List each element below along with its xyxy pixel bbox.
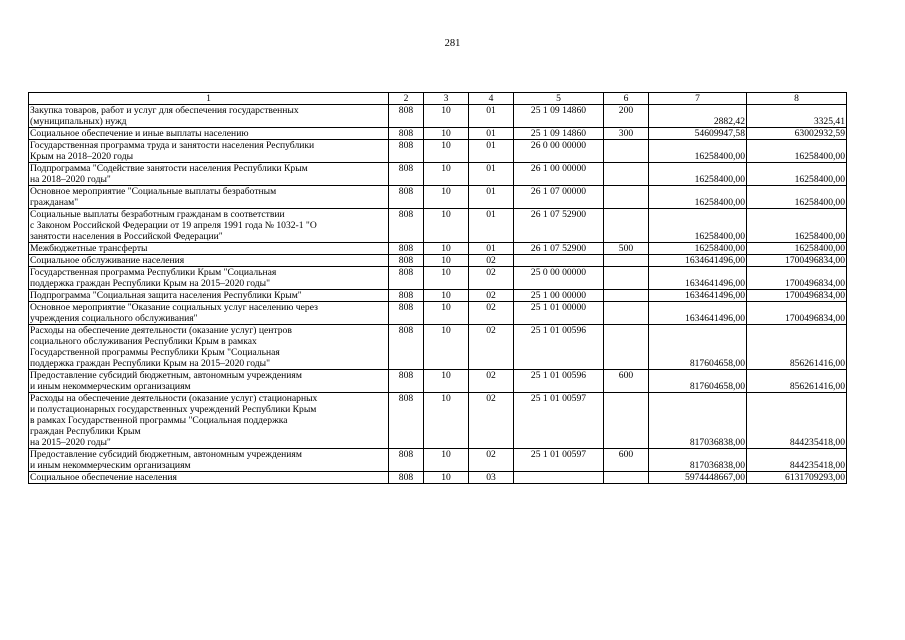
row-code-section: 10	[424, 140, 469, 163]
row-code-target: 25 1 09 14860	[514, 128, 604, 140]
row-amount-col8: 856261416,00	[747, 325, 847, 370]
row-code-target: 25 1 01 00597	[514, 393, 604, 449]
row-amount-col7: 5974448667,00	[649, 472, 747, 484]
table-row	[29, 105, 847, 128]
row-amount-col7: 1634641496,00	[649, 267, 747, 290]
table-row	[29, 209, 847, 243]
row-code-section: 10	[424, 290, 469, 302]
row-name: Государственная программа Республики Крым "Социальная поддержка граждан Республики Крым на 2015–2020 годы"	[29, 267, 389, 290]
row-name: Подпрограмма "Социальная защита населения Республики Крым"	[29, 290, 389, 302]
table-row	[29, 325, 847, 370]
row-code-subsection: 01	[469, 128, 514, 140]
table-row	[29, 393, 847, 449]
row-name: Расходы на обеспечение деятельности (оказание услуг) центров социального обслуживания Республики Крым в рамках Государственной программы Республики Крым "Социальная поддержка граждан Республики Крым на 2015–2020 годы"	[29, 325, 389, 370]
table-row	[29, 140, 847, 163]
row-code-ministry: 808	[389, 290, 424, 302]
table-row	[29, 290, 847, 302]
row-code-target: 25 1 00 00000	[514, 290, 604, 302]
row-amount-col8: 856261416,00	[747, 370, 847, 393]
table-row	[29, 243, 847, 255]
row-code-ministry: 808	[389, 255, 424, 267]
row-code-ministry: 808	[389, 140, 424, 163]
row-name: Социальное обеспечение населения	[29, 472, 389, 484]
row-amount-col7: 54609947,58	[649, 128, 747, 140]
row-amount-col7: 817036838,00	[649, 449, 747, 472]
row-code-target: 26 1 07 52900	[514, 209, 604, 243]
row-code-expense-type	[604, 186, 649, 209]
row-code-subsection: 02	[469, 290, 514, 302]
row-code-expense-type	[604, 290, 649, 302]
row-code-section: 10	[424, 449, 469, 472]
row-amount-col8: 16258400,00	[747, 186, 847, 209]
row-amount-col8: 16258400,00	[747, 243, 847, 255]
row-code-subsection: 02	[469, 255, 514, 267]
row-code-expense-type	[604, 163, 649, 186]
row-name: Социальное обеспечение и иные выплаты населению	[29, 128, 389, 140]
budget-table	[28, 92, 847, 484]
row-code-subsection: 01	[469, 105, 514, 128]
table-row	[29, 128, 847, 140]
row-amount-col8: 16258400,00	[747, 209, 847, 243]
row-amount-col7: 16258400,00	[649, 186, 747, 209]
row-code-ministry: 808	[389, 472, 424, 484]
row-amount-col8: 16258400,00	[747, 140, 847, 163]
row-code-ministry: 808	[389, 302, 424, 325]
row-code-section: 10	[424, 370, 469, 393]
row-code-target: 26 1 07 00000	[514, 186, 604, 209]
row-code-subsection: 01	[469, 243, 514, 255]
row-name: Межбюджетные трансферты	[29, 243, 389, 255]
row-code-target: 26 1 00 00000	[514, 163, 604, 186]
row-code-target: 26 1 07 52900	[514, 243, 604, 255]
row-code-target	[514, 472, 604, 484]
row-amount-col8: 63002932,59	[747, 128, 847, 140]
row-code-section: 10	[424, 243, 469, 255]
row-code-target: 25 0 00 00000	[514, 267, 604, 290]
row-code-section: 10	[424, 325, 469, 370]
row-code-section: 10	[424, 267, 469, 290]
row-code-ministry: 808	[389, 325, 424, 370]
row-amount-col7: 1634641496,00	[649, 302, 747, 325]
row-code-expense-type: 300	[604, 128, 649, 140]
row-code-subsection: 02	[469, 267, 514, 290]
row-code-subsection: 01	[469, 140, 514, 163]
row-code-section: 10	[424, 105, 469, 128]
row-amount-col7: 16258400,00	[649, 163, 747, 186]
row-amount-col8: 3325,41	[747, 105, 847, 128]
row-code-ministry: 808	[389, 209, 424, 243]
column-header: 6	[604, 93, 649, 105]
row-amount-col8: 844235418,00	[747, 393, 847, 449]
row-code-expense-type	[604, 267, 649, 290]
row-code-subsection: 01	[469, 209, 514, 243]
table-row	[29, 255, 847, 267]
row-code-section: 10	[424, 255, 469, 267]
table-row	[29, 370, 847, 393]
row-code-expense-type	[604, 393, 649, 449]
column-header: 8	[747, 93, 847, 105]
row-code-expense-type	[604, 209, 649, 243]
table-row	[29, 302, 847, 325]
row-code-expense-type: 600	[604, 449, 649, 472]
row-name: Основное мероприятие "Социальные выплаты безработным гражданам"	[29, 186, 389, 209]
row-amount-col7: 2882,42	[649, 105, 747, 128]
row-code-expense-type	[604, 255, 649, 267]
row-code-subsection: 02	[469, 302, 514, 325]
row-code-subsection: 02	[469, 325, 514, 370]
row-code-ministry: 808	[389, 267, 424, 290]
row-amount-col8: 1700496834,00	[747, 267, 847, 290]
table-row	[29, 163, 847, 186]
row-amount-col7: 16258400,00	[649, 243, 747, 255]
table-row	[29, 472, 847, 484]
column-header: 4	[469, 93, 514, 105]
row-amount-col8: 844235418,00	[747, 449, 847, 472]
row-code-target: 25 1 01 00000	[514, 302, 604, 325]
row-code-ministry: 808	[389, 393, 424, 449]
row-code-ministry: 808	[389, 128, 424, 140]
row-code-section: 10	[424, 163, 469, 186]
row-amount-col8: 1700496834,00	[747, 290, 847, 302]
column-header: 3	[424, 93, 469, 105]
row-code-target	[514, 255, 604, 267]
row-code-target: 25 1 01 00596	[514, 370, 604, 393]
row-amount-col8: 16258400,00	[747, 163, 847, 186]
row-amount-col8: 1700496834,00	[747, 255, 847, 267]
row-name: Закупка товаров, работ и услуг для обеспечения государственных (муниципальных) нужд	[29, 105, 389, 128]
column-header: 2	[389, 93, 424, 105]
row-name: Основное мероприятие "Оказание социальных услуг населению через учреждения социального обслуживания"	[29, 302, 389, 325]
row-code-target: 26 0 00 00000	[514, 140, 604, 163]
row-code-section: 10	[424, 302, 469, 325]
row-code-ministry: 808	[389, 105, 424, 128]
row-code-expense-type: 200	[604, 105, 649, 128]
table-row	[29, 186, 847, 209]
row-code-section: 10	[424, 128, 469, 140]
row-code-subsection: 02	[469, 370, 514, 393]
row-amount-col7: 16258400,00	[649, 140, 747, 163]
row-code-section: 10	[424, 393, 469, 449]
row-code-subsection: 02	[469, 393, 514, 449]
row-amount-col7: 817604658,00	[649, 370, 747, 393]
row-code-ministry: 808	[389, 186, 424, 209]
table-row	[29, 449, 847, 472]
row-code-section: 10	[424, 472, 469, 484]
row-code-subsection: 01	[469, 163, 514, 186]
row-code-subsection: 01	[469, 186, 514, 209]
row-name: Государственная программа труда и занятости населения Республики Крым на 2018–2020 годы	[29, 140, 389, 163]
row-code-section: 10	[424, 209, 469, 243]
row-code-subsection: 03	[469, 472, 514, 484]
row-code-expense-type: 600	[604, 370, 649, 393]
row-name: Подпрограмма "Содействие занятости населения Республики Крым на 2018–2020 годы"	[29, 163, 389, 186]
row-code-expense-type	[604, 472, 649, 484]
row-code-ministry: 808	[389, 243, 424, 255]
column-header: 1	[29, 93, 389, 105]
row-amount-col7: 1634641496,00	[649, 290, 747, 302]
row-code-subsection: 02	[469, 449, 514, 472]
row-code-ministry: 808	[389, 370, 424, 393]
column-header: 7	[649, 93, 747, 105]
row-code-target: 25 1 01 00597	[514, 449, 604, 472]
page-number: 281	[444, 38, 461, 49]
row-name: Предоставление субсидий бюджетным, автономным учреждениям и иным некоммерческим организациям	[29, 449, 389, 472]
header-row	[29, 93, 847, 105]
row-amount-col8: 1700496834,00	[747, 302, 847, 325]
row-code-target: 25 1 09 14860	[514, 105, 604, 128]
table-row	[29, 267, 847, 290]
row-code-ministry: 808	[389, 449, 424, 472]
row-name: Расходы на обеспечение деятельности (оказание услуг) стационарных и полустационарных государственных учреждений Республики Крым в рамках Государственной программы "Социальная поддержка граждан Республики Крым на 2015–2020 годы"	[29, 393, 389, 449]
row-name: Социальные выплаты безработным гражданам в соответствии с Законом Российской Федерации от 19 апреля 1991 года № 1032-1 "О занятости населения в Российской Федерации"	[29, 209, 389, 243]
row-amount-col8: 6131709293,00	[747, 472, 847, 484]
row-amount-col7: 16258400,00	[649, 209, 747, 243]
row-code-ministry: 808	[389, 163, 424, 186]
row-code-expense-type: 500	[604, 243, 649, 255]
row-code-expense-type	[604, 302, 649, 325]
row-code-section: 10	[424, 186, 469, 209]
row-code-expense-type	[604, 140, 649, 163]
row-amount-col7: 817604658,00	[649, 325, 747, 370]
row-amount-col7: 817036838,00	[649, 393, 747, 449]
row-amount-col7: 1634641496,00	[649, 255, 747, 267]
row-name: Социальное обслуживание населения	[29, 255, 389, 267]
column-header: 5	[514, 93, 604, 105]
row-name: Предоставление субсидий бюджетным, автономным учреждениям и иным некоммерческим организациям	[29, 370, 389, 393]
row-code-target: 25 1 01 00596	[514, 325, 604, 370]
row-code-expense-type	[604, 325, 649, 370]
